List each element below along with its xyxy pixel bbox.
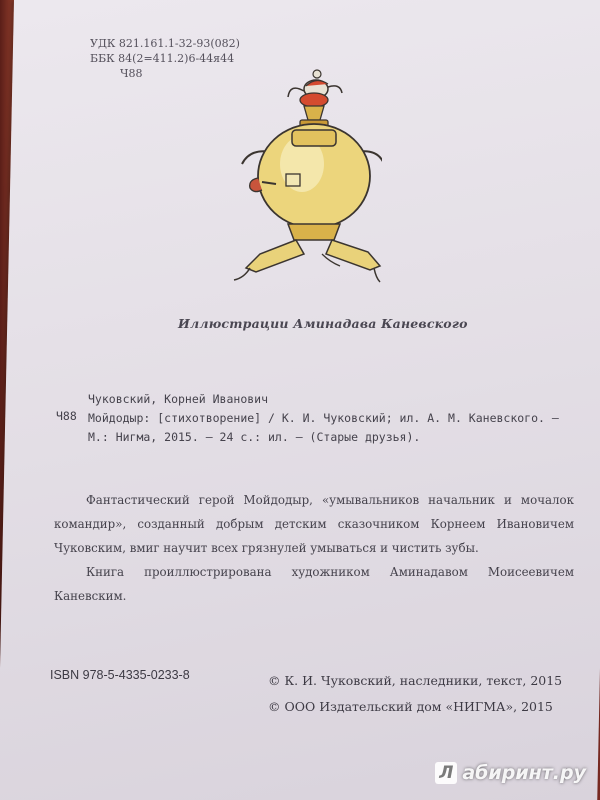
copyright-text: © К. И. Чуковский, наследники, текст, 2015 — [268, 673, 563, 688]
annotation — [54, 488, 574, 608]
udk-code: УДК 821.161.1-32-93(082) — [90, 37, 240, 50]
isbn: ISBN 978-5-4335-0233-8 — [50, 668, 190, 682]
catalog-title: Мойдодыр: [стихотворение] / К. И. Чуковский; ил. А. М. Каневского. — — [88, 411, 559, 425]
copyright-block — [268, 668, 562, 720]
cutter-code: Ч88 — [56, 409, 77, 423]
copyright-publisher: © ООО Издательский дом «НИГМА», 2015 — [268, 699, 553, 714]
samovar-illustration — [232, 64, 382, 286]
watermark-letter: Л — [435, 762, 457, 784]
bbk-code: ББК 84(2=411.2)6-44я44 — [90, 52, 235, 65]
annotation-paragraph: Фантастический герой Мойдодыр, «умывальников начальник и мочалок командир», созданный добрым детским сказочником Корнеем Ивановичем Чуковским, вмиг научит всех грязнулей умываться и чистить зубы. — [54, 493, 574, 555]
catalog-imprint: М.: Нигма, 2015. — 24 с.: ил. — (Старые друзья). — [88, 430, 421, 444]
annotation-paragraph: Книга проиллюстрирована художником Аминадавом Моисеевичем Каневским. — [54, 565, 574, 603]
catalog-author: Чуковский, Корней Иванович — [88, 392, 269, 406]
catalog-record — [88, 390, 559, 447]
classification-block — [90, 36, 240, 81]
watermark-text: абиринт.ру — [462, 762, 586, 784]
labirint-watermark — [435, 762, 586, 784]
cutter-code-top: Ч88 — [120, 67, 143, 80]
illustration-credit: Иллюстрации Аминадава Каневского — [178, 316, 468, 331]
